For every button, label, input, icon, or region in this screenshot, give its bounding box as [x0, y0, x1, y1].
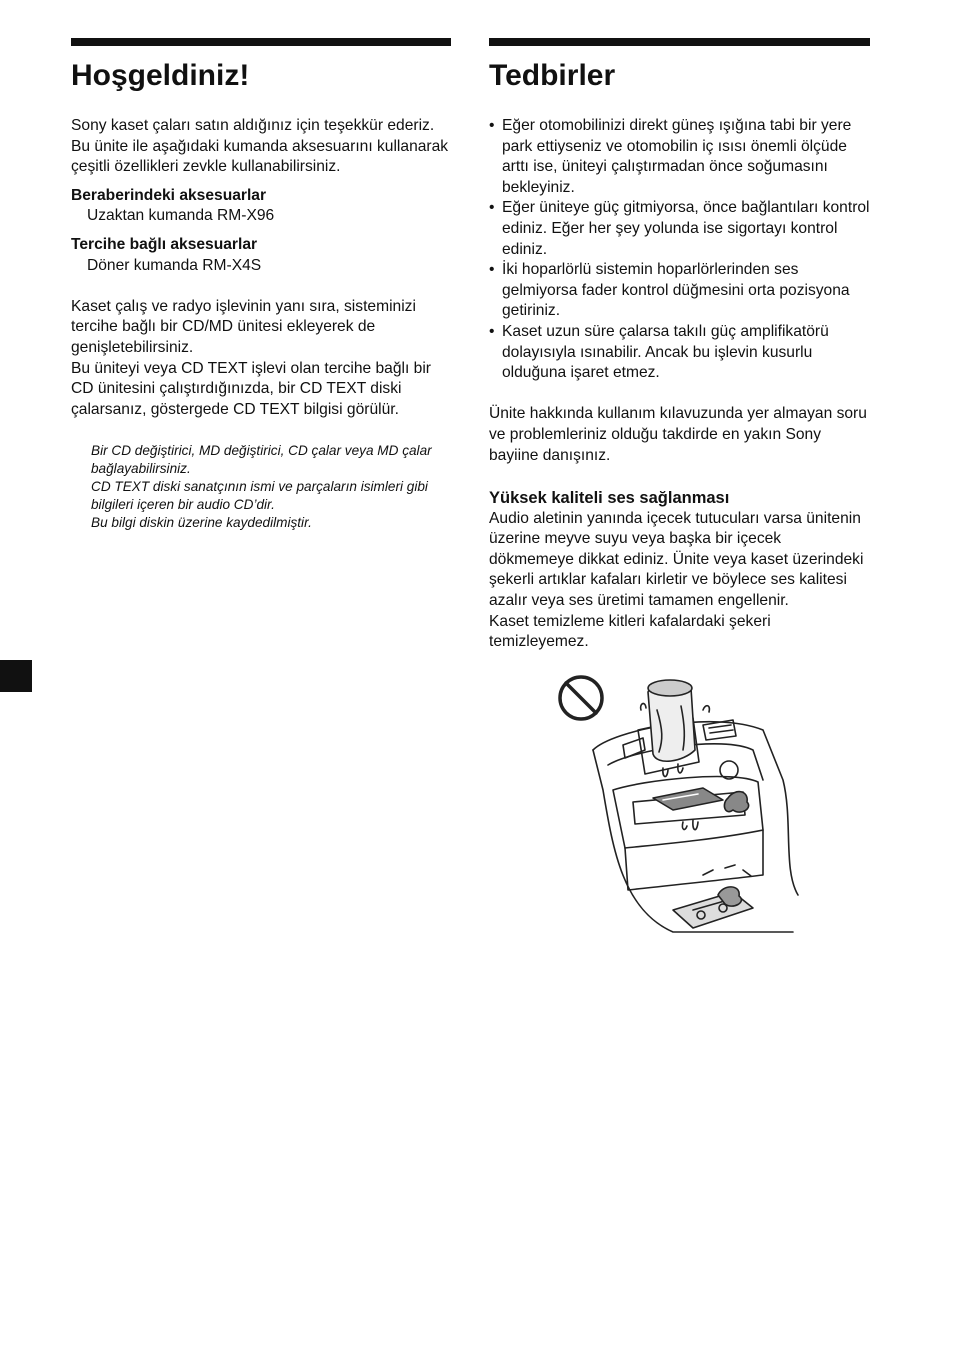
list-item: • Eğer üniteye güç gitmiyorsa, önce bağlantıları kontrol ediniz. Eğer her şey yolunda ise sigortayı kontrol ediniz. [489, 198, 870, 260]
welcome-column [71, 38, 451, 532]
section-tab-marker [0, 660, 32, 692]
optional-accessories-heading: Tercihe bağlı aksesuarlar [71, 235, 258, 253]
list-item: • İki hoparlörlü sistemin hoparlörlerinden ses gelmiyorsa fader kontrol düğmesini orta pozisyona getiriniz. [489, 260, 870, 322]
dealer-note: Ünite hakkında kullanım kılavuzunda yer almayan soru ve problemleriniz olduğu takdirde en yakın Sony bayiine danışınız. [489, 405, 867, 464]
precautions-title: Tedbirler [489, 59, 616, 92]
welcome-title: Hoşgeldiniz! [71, 59, 250, 92]
heading-rule [489, 38, 870, 46]
supplied-accessory-item: Uzaktan kumanda RM-X96 [87, 207, 275, 225]
footnote: Bir CD değiştirici, MD değiştirici, CD çalar veya MD çalar bağlayabilirsiniz. [91, 443, 432, 477]
cd-text-paragraph: Bu üniteyi veya CD TEXT işlevi olan tercihe bağlı bir CD ünitesini çalıştırdığınızda, bir CD TEXT diski çalarsanız, göstergede CD TEXT bilgisi görülür. [71, 359, 431, 418]
cleaning-kit-paragraph: Kaset temizleme kitleri kafalardaki şekeri temizleyemez. [489, 612, 771, 651]
footnote: Bu bilgi diskin üzerine kaydedilmiştir. [91, 515, 312, 531]
footnotes [71, 442, 451, 532]
list-item: • Eğer otomobilinizi direkt güneş ışığına tabi bir yere park ettiyseniz ve otomobilin iç ısısı önemli ölçüde arttı ise, üniteyi çalıştırmadan önce soğumasını bekleyiniz. [489, 116, 870, 198]
sound-quality-paragraph: Audio aletinin yanında içecek tutucuları varsa ünitenin üzerine meyve suyu veya başka bir içecek dökmemeye dikkat ediniz. Ünite veya kaset üzerindeki şekerli artıklar kafaları kirletir ve böylece ses kalitesi azalır veya ses üretimi tamamen engellenir. [489, 509, 864, 610]
expansion-paragraph: Kaset çalış ve radyo işlevinin yanı sıra, sisteminizi tercihe bağlı bir CD/MD ünitesi ekleyerek de genişletebilirsiniz. [71, 297, 416, 356]
optional-accessory-item: Döner kumanda RM-X4S [87, 256, 262, 274]
precautions-column [489, 38, 870, 653]
prohibition-icon [560, 677, 602, 719]
spilled-drink-illustration [553, 670, 803, 940]
precautions-list [489, 116, 870, 384]
sound-quality-heading: Yüksek kaliteli ses sağlanması [489, 489, 730, 508]
heading-rule [71, 38, 451, 46]
list-item: • Kaset uzun süre çalarsa takılı güç amplifikatörü dolayısıyla ısınabilir. Ancak bu işlevin kusurlu olduğuna işaret etmez. [489, 322, 870, 384]
footnote: CD TEXT diski sanatçının ismi ve parçaların isimleri gibi bilgileri içeren bir audio CD’dir. [91, 479, 428, 513]
supplied-accessories-heading: Beraberindeki aksesuarlar [71, 186, 267, 204]
welcome-intro: Sony kaset çaları satın aldığınız için teşekkür ederiz. Bu ünite ile aşağıdaki kumanda aksesuarını kullanarak çeşitli özellikleri zevkle kullanabilirsiniz. [71, 117, 449, 176]
